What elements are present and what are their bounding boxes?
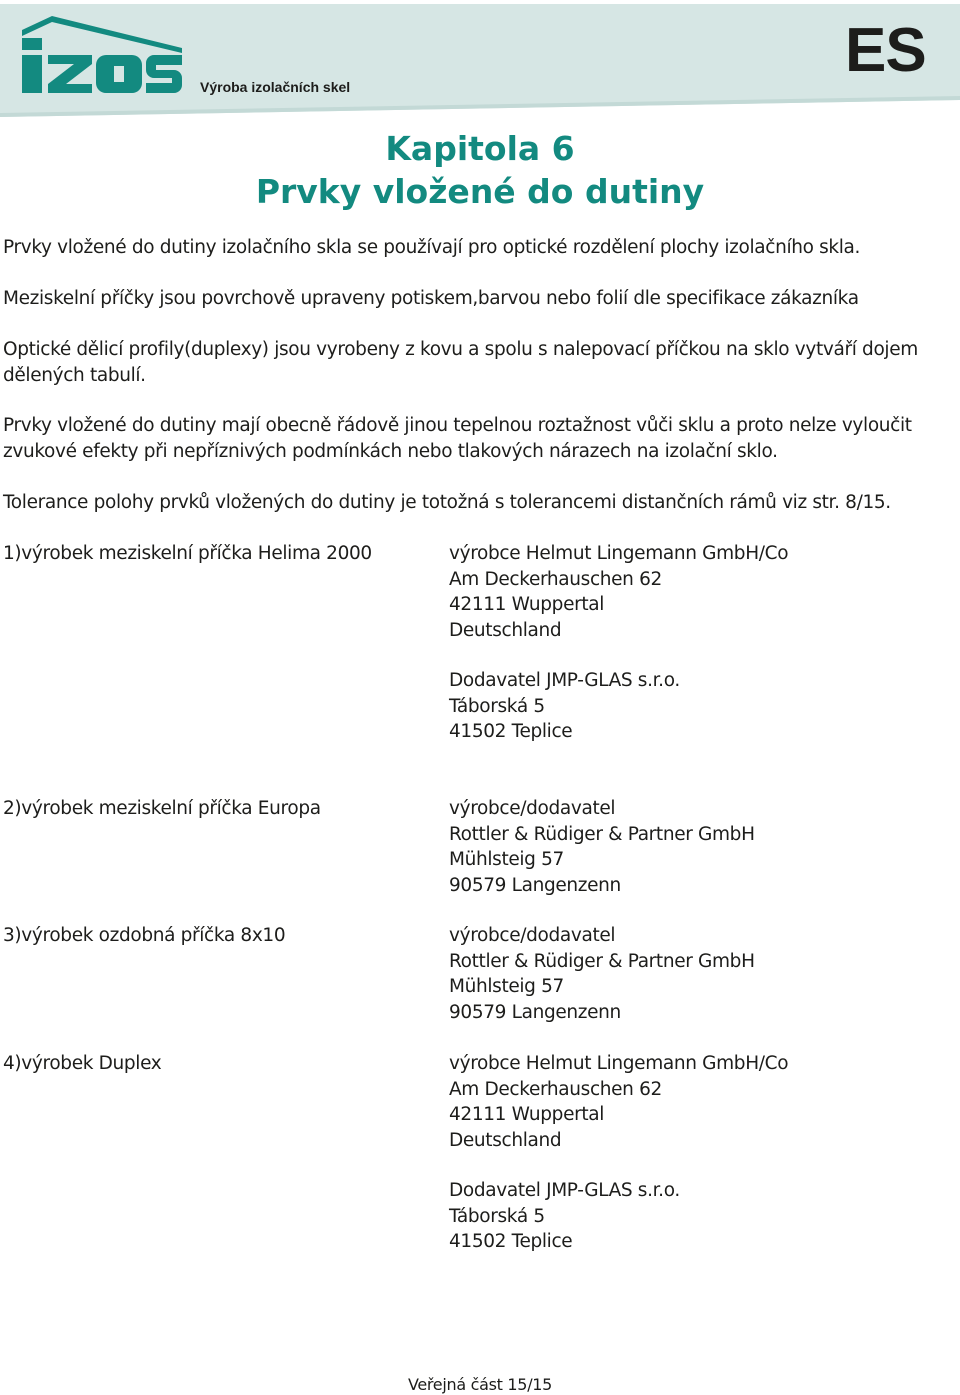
address-line: 41502 Teplice bbox=[449, 721, 573, 742]
address-line: Rottler & Rüdiger & Partner GmbH bbox=[449, 823, 755, 845]
address-line: Am Deckerhauschen 62 bbox=[449, 568, 662, 590]
address-line: Dodavatel JMP-GLAS s.r.o. bbox=[449, 1180, 680, 1201]
address-line: 90579 Langenzenn bbox=[449, 1001, 621, 1023]
address-line: 42111 Wuppertal bbox=[449, 594, 605, 615]
manufacturer-address-2 bbox=[449, 796, 755, 898]
product-name-4: 4)výrobek Duplex bbox=[3, 1053, 162, 1074]
paragraph-thermal: Prvky vložené do dutiny mají obecně řádově jinou tepelnou roztažnost vůči sklu a proto nelze vyloučit zvukové efekty při nepříznivých podmínkách nebo tlakových nárazech na izolační sklo. bbox=[3, 415, 912, 462]
address-line: 90579 Langenzenn bbox=[449, 874, 621, 896]
address-line: výrobce Helmut Lingemann GmbH/Co bbox=[449, 1053, 789, 1074]
supplier-address-4 bbox=[449, 1178, 680, 1255]
paragraph-surface: Meziskelní příčky jsou povrchově upraveny potiskem,barvou nebo folií dle specifikace zákazníka bbox=[3, 288, 859, 309]
address-line: výrobce/dodavatel bbox=[449, 925, 616, 946]
address-line: Deutschland bbox=[449, 1129, 562, 1151]
paragraph-tolerance: Tolerance polohy prvků vložených do dutiny je totožná s tolerancemi distančních rámů viz str. 8/15. bbox=[3, 492, 891, 513]
address-line: Mühlsteig 57 bbox=[449, 849, 564, 870]
paragraph-duplex: Optické dělicí profily(duplexy) jsou vyrobeny z kovu a spolu s nalepovací příčkou na sklo vytváří dojem dělených tabulí. bbox=[3, 339, 918, 386]
manufacturer-address-3 bbox=[449, 923, 755, 1025]
address-line: Táborská 5 bbox=[449, 695, 545, 717]
logo-i-dot bbox=[22, 38, 42, 50]
address-line: výrobce Helmut Lingemann GmbH/Co bbox=[449, 543, 789, 564]
address-line: výrobce/dodavatel bbox=[449, 798, 616, 819]
address-line: Táborská 5 bbox=[449, 1205, 545, 1227]
manufacturer-address-4 bbox=[449, 1051, 788, 1153]
address-line: Rottler & Rüdiger & Partner GmbH bbox=[449, 950, 755, 972]
supplier-address-1 bbox=[449, 668, 680, 745]
product-name-3: 3)výrobek ozdobná příčka 8x10 bbox=[3, 925, 286, 946]
page-header bbox=[0, 0, 960, 125]
logo-i-stem bbox=[22, 55, 42, 93]
product-name-1: 1)výrobek meziskelní příčka Helima 2000 bbox=[3, 543, 372, 564]
address-line: Dodavatel JMP-GLAS s.r.o. bbox=[449, 670, 680, 691]
address-line: Deutschland bbox=[449, 619, 562, 641]
logo-tagline: Výroba izolačních skel bbox=[200, 79, 351, 95]
manufacturer-address-1 bbox=[449, 541, 788, 643]
section-title: Prvky vložené do dutiny bbox=[255, 172, 705, 211]
address-line: 42111 Wuppertal bbox=[449, 1104, 605, 1125]
address-line: 41502 Teplice bbox=[449, 1231, 573, 1252]
header-band bbox=[0, 0, 960, 125]
page-footer: Veřejná část 15/15 bbox=[407, 1375, 553, 1394]
paragraph-intro: Prvky vložené do dutiny izolačního skla se používají pro optické rozdělení plochy izolačního skla. bbox=[3, 237, 861, 258]
language-code: ES bbox=[845, 16, 926, 85]
address-line: Am Deckerhauschen 62 bbox=[449, 1078, 662, 1100]
chapter-title: Kapitola 6 bbox=[385, 129, 575, 168]
product-name-2: 2)výrobek meziskelní příčka Europa bbox=[3, 798, 321, 819]
address-line: Mühlsteig 57 bbox=[449, 976, 564, 997]
logo-s bbox=[146, 55, 182, 93]
